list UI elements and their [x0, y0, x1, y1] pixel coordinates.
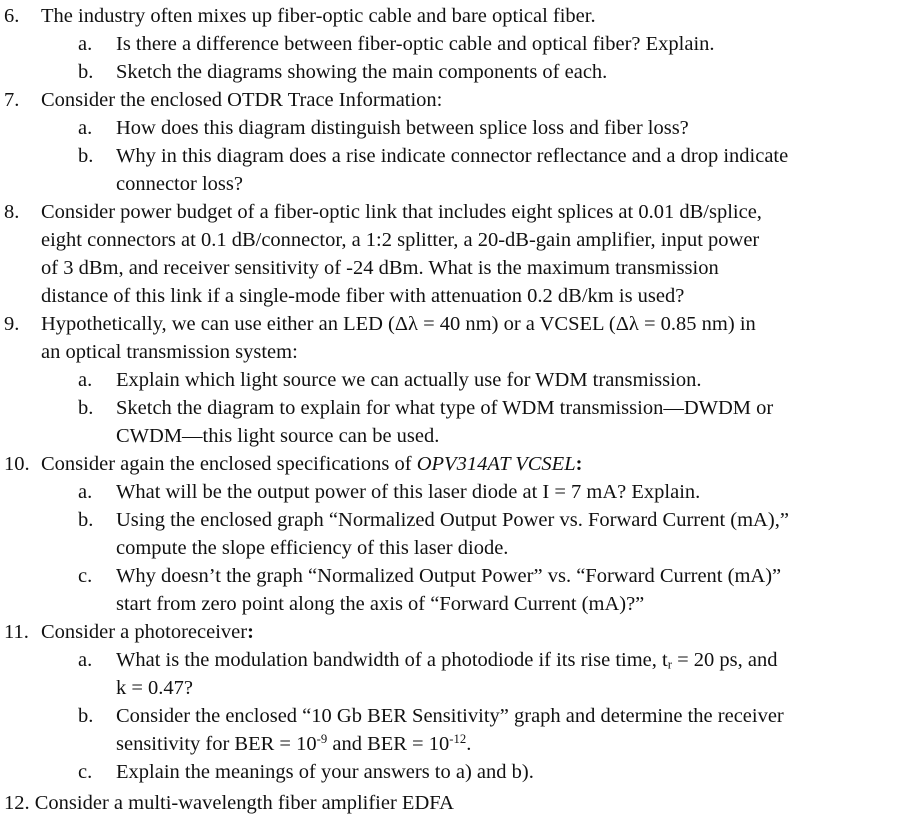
question-6-text: The industry often mixes up fiber-optic cable and bare optical fiber.	[41, 5, 596, 27]
question-6a-label: a.	[78, 33, 93, 55]
question-11c-label: c.	[78, 761, 93, 783]
question-7a-text: How does this diagram distinguish between splice loss and fiber loss?	[116, 117, 689, 139]
question-9-number: 9.	[4, 313, 20, 335]
question-11b-label: b.	[78, 705, 94, 727]
question-11b-text-line1: Consider the enclosed “10 Gb BER Sensitivity” graph and determine the receiver	[116, 705, 784, 727]
question-9-text-line2: an optical transmission system:	[41, 341, 298, 363]
question-11a-text-post: = 20 ps, and	[671, 649, 778, 671]
question-10a-label: a.	[78, 481, 93, 503]
question-8-text-line4: distance of this link if a single-mode fiber with attenuation 0.2 dB/km is used?	[41, 285, 685, 307]
question-6b-text: Sketch the diagrams showing the main components of each.	[116, 61, 608, 83]
question-11a-label: a.	[78, 649, 93, 671]
ber-exponent-1: -9	[316, 732, 328, 747]
question-9a-label: a.	[78, 369, 93, 391]
question-7-text: Consider the enclosed OTDR Trace Information:	[41, 89, 443, 111]
question-11b-text-pre: sensitivity for BER = 10	[116, 733, 317, 755]
question-10a-text: What will be the output power of this laser diode at I = 7 mA? Explain.	[116, 481, 701, 503]
question-11-text	[41, 618, 254, 646]
question-9-text-line1: Hypothetically, we can use either an LED (Δλ = 40 nm) or a VCSEL (Δλ = 0.85 nm) in	[41, 313, 756, 335]
question-11a-text-line1	[116, 646, 777, 674]
question-7a-label: a.	[78, 117, 93, 139]
question-11a-text-pre: What is the modulation bandwidth of a photodiode if its rise time, t	[116, 649, 668, 671]
question-10b-label: b.	[78, 509, 94, 531]
question-10b-text-line2: compute the slope efficiency of this laser diode.	[116, 537, 509, 559]
question-11b-text-mid: and BER = 10	[327, 733, 450, 755]
question-9a-text: Explain which light source we can actually use for WDM transmission.	[116, 369, 702, 391]
question-6b-label: b.	[78, 61, 94, 83]
question-10-text-plain: Consider again the enclosed specifications of	[41, 453, 417, 475]
question-8-text-line3: of 3 dBm, and receiver sensitivity of -24 dBm. What is the maximum transmission	[41, 257, 719, 279]
question-6a-text: Is there a difference between fiber-optic cable and optical fiber? Explain.	[116, 33, 715, 55]
question-11-colon: :	[247, 621, 254, 643]
question-7b-text-line1: Why in this diagram does a rise indicate connector reflectance and a drop indicate	[116, 145, 789, 167]
question-11b-text-line2	[116, 730, 471, 758]
question-6-number: 6.	[4, 5, 20, 27]
question-11b-text-post: .	[466, 733, 472, 755]
question-7-number: 7.	[4, 89, 20, 111]
question-10c-text-line2: start from zero point along the axis of “Forward Current (mA)?”	[116, 593, 645, 615]
question-10c-text-line1: Why doesn’t the graph “Normalized Output Power” vs. “Forward Current (mA)”	[116, 565, 782, 587]
question-10c-label: c.	[78, 565, 93, 587]
question-7b-label: b.	[78, 145, 94, 167]
question-10-colon: :	[575, 453, 583, 475]
cut-off-next-question	[0, 787, 920, 814]
question-7b-text-line2: connector loss?	[116, 173, 243, 195]
cut-off-line-text: 12. Consider a multi-wavelength fiber amplifier EDFA	[4, 792, 454, 814]
question-9b-text-line1: Sketch the diagram to explain for what type of WDM transmission—DWDM or	[116, 397, 774, 419]
ber-exponent-2: -12	[449, 732, 467, 747]
question-10-text	[41, 450, 582, 478]
question-10-device-name: OPV314AT VCSEL	[416, 453, 576, 475]
question-9b-label: b.	[78, 397, 94, 419]
question-8-text-line1: Consider power budget of a fiber-optic link that includes eight splices at 0.01 dB/splice,	[41, 201, 762, 223]
question-11-text-plain: Consider a photoreceiver	[41, 621, 248, 643]
question-11-number: 11.	[4, 621, 29, 643]
question-11c-text: Explain the meanings of your answers to a) and b).	[116, 761, 534, 783]
question-8-number: 8.	[4, 201, 20, 223]
question-8-text-line2: eight connectors at 0.1 dB/connector, a 1:2 splitter, a 20-dB-gain amplifier, input power	[41, 229, 760, 251]
question-10-number: 10.	[4, 453, 30, 475]
rise-time-subscript: r	[667, 657, 672, 672]
question-11a-text-line2: k = 0.47?	[116, 677, 194, 699]
question-9b-text-line2: CWDM—this light source can be used.	[116, 425, 440, 447]
question-10b-text-line1: Using the enclosed graph “Normalized Output Power vs. Forward Current (mA),”	[116, 509, 789, 531]
